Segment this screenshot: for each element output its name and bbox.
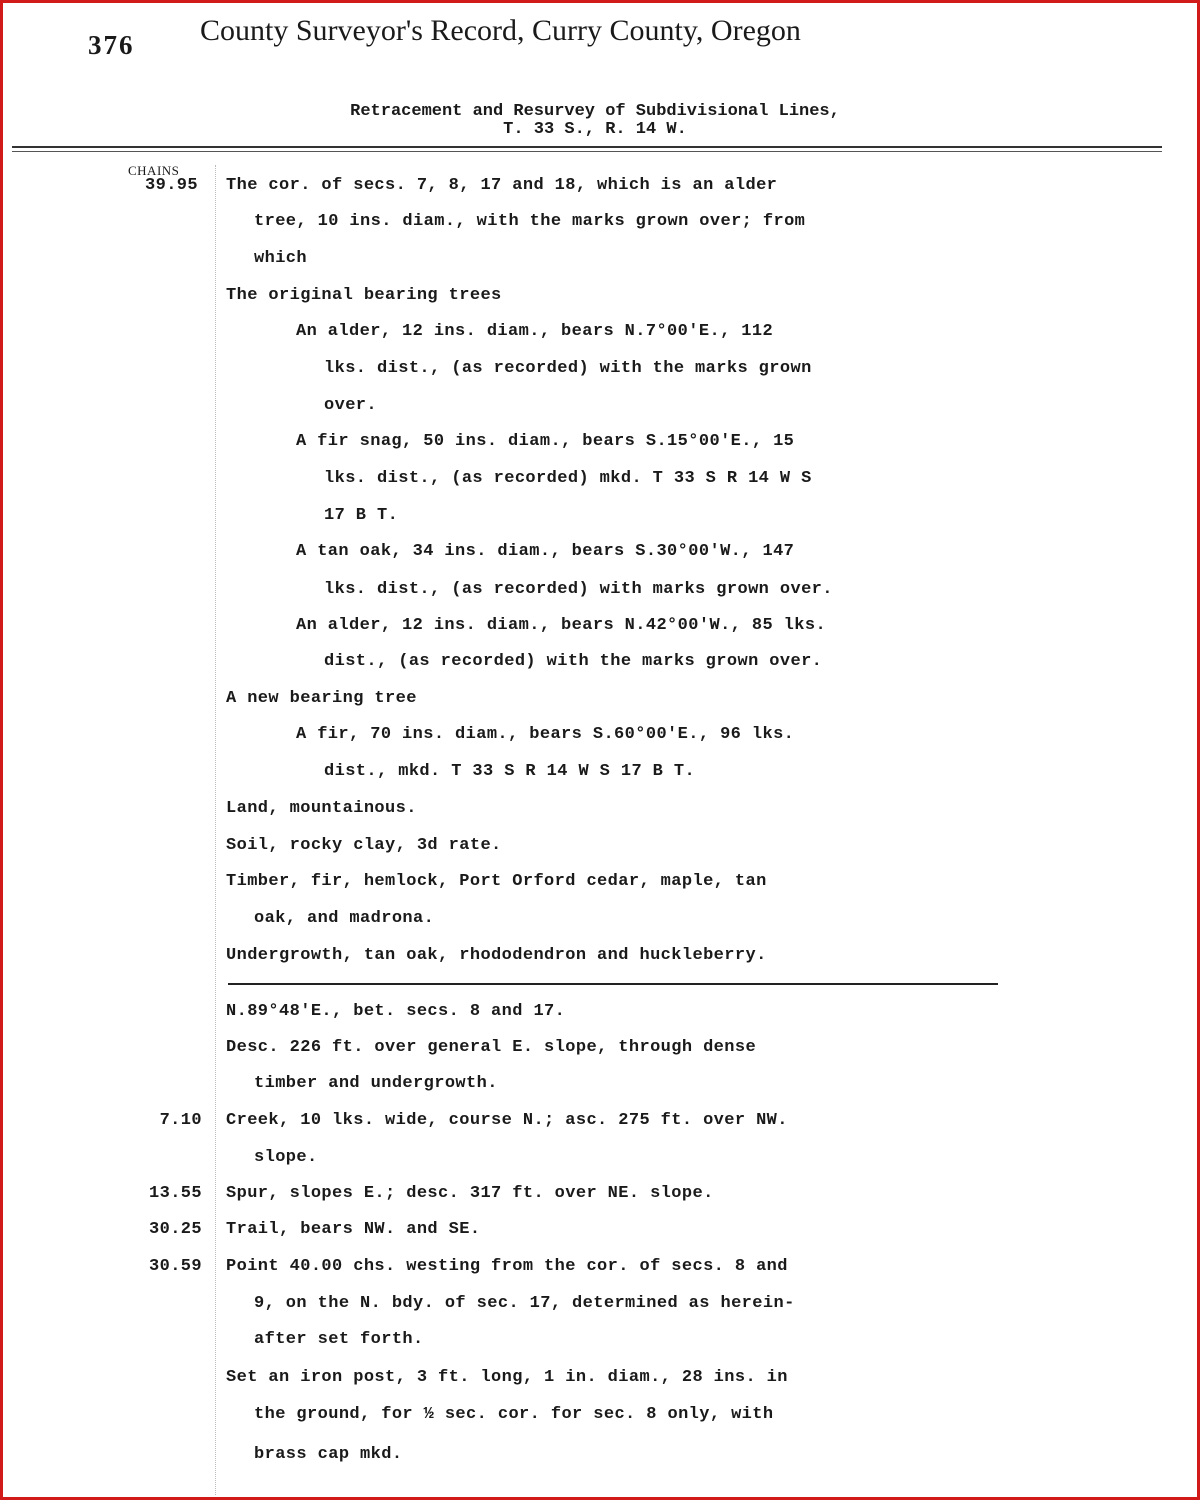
record-line: A tan oak, 34 ins. diam., bears S.30°00'W., 147 [296, 542, 795, 561]
record-line: which [254, 249, 308, 268]
record-line: slope. [254, 1148, 318, 1167]
subtitle-line-2: T. 33 S., R. 14 W. [503, 120, 687, 139]
record-line: The cor. of secs. 7, 8, 17 and 18, which is an alder [226, 176, 778, 195]
subtitle-line-1: Retracement and Resurvey of Subdivisional Lines, [350, 102, 840, 121]
record-line: Land, mountainous. [226, 799, 417, 818]
section-rule [228, 983, 998, 985]
record-line: Trail, bears NW. and SE. [226, 1220, 481, 1239]
page-title: County Surveyor's Record, Curry County, Oregon [200, 14, 801, 47]
chains-column-heading: CHAINS [128, 163, 180, 178]
header-rule [12, 146, 1162, 152]
record-line: dist., (as recorded) with the marks grown over. [324, 652, 823, 671]
record-line: An alder, 12 ins. diam., bears N.42°00'W., 85 lks. [296, 616, 827, 635]
margin-line [215, 165, 216, 1495]
record-line: Desc. 226 ft. over general E. slope, through dense [226, 1038, 757, 1057]
record-line: Point 40.00 chs. westing from the cor. of secs. 8 and [226, 1257, 788, 1276]
chains-value: 30.25 [148, 1220, 202, 1239]
record-line: timber and undergrowth. [254, 1074, 498, 1093]
record-line: dist., mkd. T 33 S R 14 W S 17 B T. [324, 762, 696, 781]
record-line: over. [324, 396, 378, 415]
record-line: The original bearing trees [226, 286, 502, 305]
chains-value: 13.55 [148, 1184, 202, 1203]
chains-value: 7.10 [159, 1111, 202, 1130]
page-number: 376 [88, 30, 135, 60]
record-line: lks. dist., (as recorded) with the marks grown [324, 359, 812, 378]
record-line: A new bearing tree [226, 689, 417, 708]
record-line: tree, 10 ins. diam., with the marks grown over; from [254, 212, 806, 231]
record-line: Set an iron post, 3 ft. long, 1 in. diam., 28 ins. in [226, 1368, 788, 1387]
record-line: A fir snag, 50 ins. diam., bears S.15°00'E., 15 [296, 432, 795, 451]
chains-value: 30.59 [148, 1257, 202, 1276]
record-line: Undergrowth, tan oak, rhododendron and huckleberry. [226, 946, 767, 965]
record-line: oak, and madrona. [254, 909, 435, 928]
record-line: Soil, rocky clay, 3d rate. [226, 836, 502, 855]
record-line: A fir, 70 ins. diam., bears S.60°00'E., 96 lks. [296, 725, 795, 744]
record-line: the ground, for ½ sec. cor. for sec. 8 only, with [254, 1405, 774, 1424]
record-line: An alder, 12 ins. diam., bears N.7°00'E., 112 [296, 322, 774, 341]
record-line: Timber, fir, hemlock, Port Orford cedar, maple, tan [226, 872, 767, 891]
record-line: 17 B T. [324, 506, 399, 525]
record-line: after set forth. [254, 1330, 424, 1349]
chains-value: 39.95 [144, 176, 198, 195]
record-line: Creek, 10 lks. wide, course N.; asc. 275 ft. over NW. [226, 1111, 788, 1130]
record-line: brass cap mkd. [254, 1445, 403, 1464]
record-line: Spur, slopes E.; desc. 317 ft. over NE. slope. [226, 1184, 714, 1203]
record-line: 9, on the N. bdy. of sec. 17, determined as herein- [254, 1294, 795, 1313]
record-line: lks. dist., (as recorded) with marks grown over. [324, 580, 833, 599]
record-line: N.89°48'E., bet. secs. 8 and 17. [226, 1002, 566, 1021]
record-line: lks. dist., (as recorded) mkd. T 33 S R 14 W S [324, 469, 812, 488]
